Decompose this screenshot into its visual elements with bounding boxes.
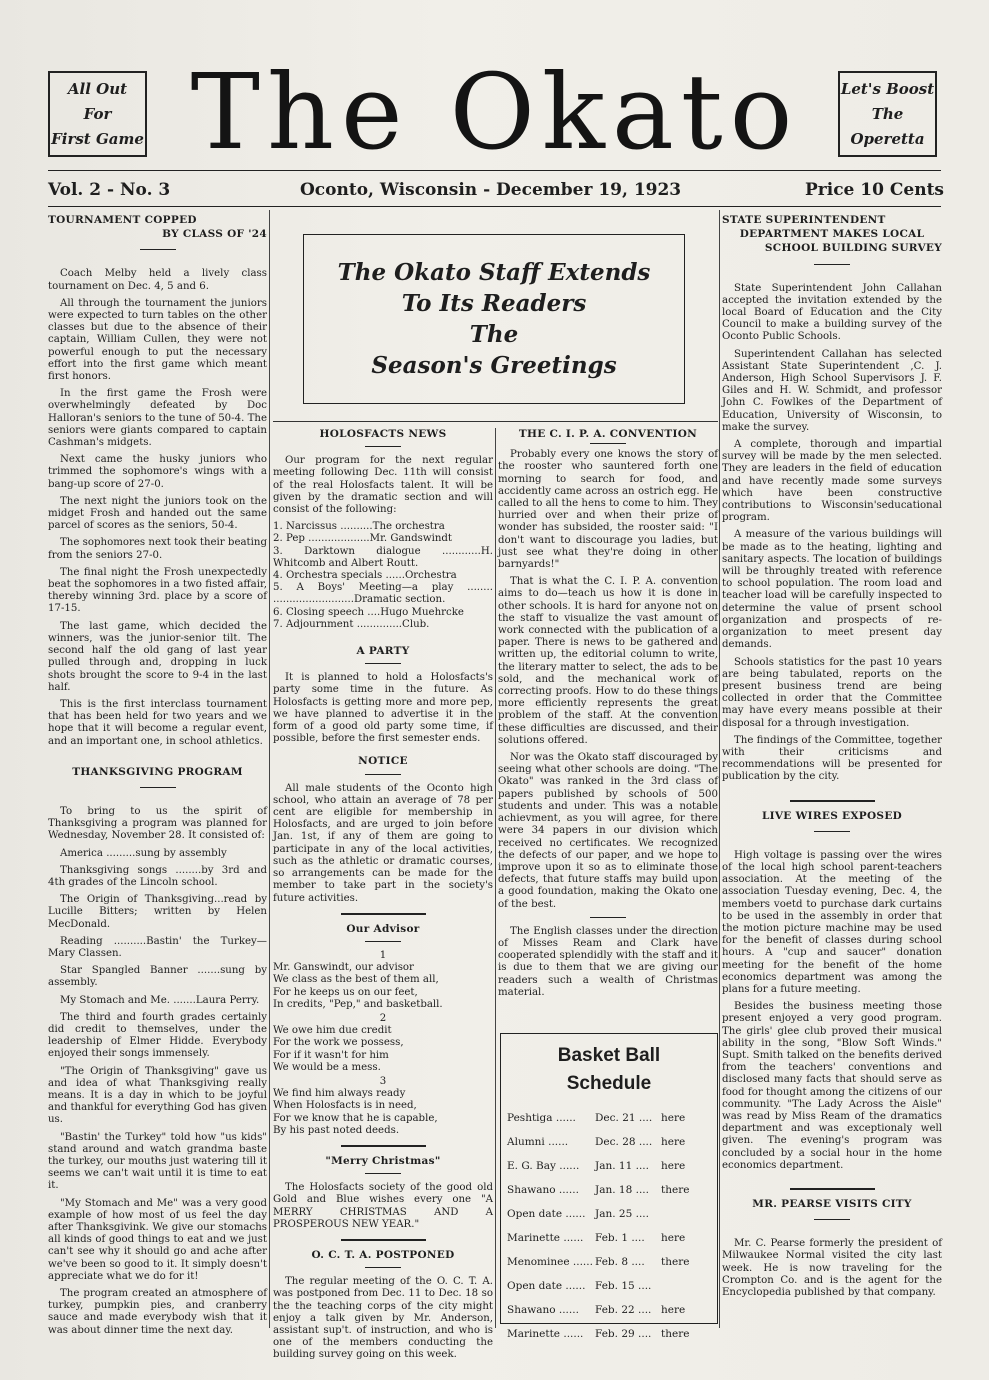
article-paragraph: State Superintendent John Callahan accepted the invitation extended by the local Board of Education and the City Council to make a building survey of the Oconto Public Schools. (722, 282, 942, 343)
headline-divider (814, 264, 850, 265)
article-paragraph: Schools statistics for the past 10 years are being tabulated, reports on the present business trend are being collected in order that the Committee may have every means possible at their disposal for a through investigation. (722, 656, 942, 729)
poem-line: For he keeps us on our feet, (273, 986, 418, 998)
schedule-row (507, 1154, 711, 1178)
schedule-team: E. G. Bay ...... (507, 1160, 580, 1172)
stanza-number: 2 (379, 1012, 387, 1024)
headline-divider (365, 663, 401, 664)
schedule-team: Shawano ...... (507, 1304, 579, 1316)
right-ear-line-2: The (871, 104, 904, 123)
right-ear-line-1: Let's Boost (840, 79, 935, 98)
article-paragraph: The third and fourth grades certainly did credit to themselves, under the leadership of Elmer Hidde. Everybody enjoyed their songs immensely. (48, 1011, 267, 1060)
poem-line: We class as the best of them all, (273, 974, 439, 986)
schedule-date: Feb. 15 .... (595, 1280, 652, 1292)
schedule-date: Jan. 25 .... (595, 1208, 649, 1220)
poem-line: We find him always ready (273, 1088, 406, 1100)
tournament-headline-1: TOURNAMENT COPPED (48, 214, 197, 226)
schedule-team: Shawano ...... (507, 1184, 579, 1196)
poem-stanza (273, 1088, 493, 1137)
article-paragraph: Mr. C. Pearse formerly the president of Milwaukee Normal visited the city last week. He is now traveling for the Crompton Co. and is the agent for the Encyclopedia published by that company. (722, 1238, 942, 1299)
schedule-team: Alumni ...... (507, 1136, 569, 1148)
dateline: Oconto, Wisconsin - December 19, 1923 (300, 180, 682, 200)
program-item: America .........sung by assembly (60, 847, 227, 859)
schedule-row (507, 1130, 711, 1154)
section-divider (341, 1239, 426, 1241)
notice-headline: NOTICE (358, 755, 408, 768)
article-paragraph: Our program for the next regular meeting following Dec. 11th will consist of the real Holosfacts talent. It will be given by the dramatic section and will consist of the following: (273, 455, 493, 516)
article-paragraph: Superintendent Callahan has selected Assistant State Superintendent ,C. J. Anderson, High School Supervisors J. F. Giles and H. W. Schmidt, and professor John C. Fowlkes of the Department of Education, University of Wisconsin, to make the survey. (722, 348, 942, 433)
article-paragraph: Coach Melby held a lively class tournament on Dec. 4, 5 and 6. (48, 268, 267, 292)
program-item: 7. Adjournment ..............Club. (273, 618, 430, 630)
article-paragraph: Besides the business meeting those present enjoyed a very good program. The girls' glee club proved their musical ability in the song, "Blow Soft Winds." Supt. Smith talked on the benefits derived from the teachers' conventions and disclosed many facts that should serve as food for thought among the citizens of our community. "The Lady Across the Aisle" was read by Miss Ream of the dramatics department and was exceptionaly well given. The evening's program was concluded by a social hour in the home economics department. (722, 1001, 942, 1171)
article-paragraph: "Bastin' the Turkey" told how "us kids" stand around and watch grandma baste the turkey, our mouths just watering till it seems we can't wait until it is time to eat it. (48, 1131, 267, 1192)
tournament-headline-2: BY CLASS OF '24 (162, 228, 267, 241)
survey-headline-3: SCHOOL BUILDING SURVEY (764, 242, 942, 255)
program-item: 2. Pep ...................Mr. Gandswindt (273, 533, 453, 545)
schedule-team: Marinette ...... (507, 1328, 584, 1340)
schedule-loc (661, 1202, 711, 1226)
masthead-rule-bottom (48, 206, 941, 207)
poem-line: We owe him due credit (273, 1025, 392, 1037)
article-paragraph: "The Origin of Thanksgiving" gave us and idea of what Thanksgiving really means. It is a day in which to be joyful and thankful for everything God has given us. (48, 1065, 267, 1126)
schedule-loc: here (661, 1304, 686, 1316)
headline-divider (365, 1267, 401, 1268)
program-item: 1. Narcissus ..........The orchestra (273, 521, 445, 533)
schedule-loc: here (661, 1160, 686, 1172)
column-4 (722, 214, 942, 1322)
article-paragraph: The program created an atmosphere of turkey, pumpkin pies, and cranberry sauce and made everybody wish that it was about dinner time the next day. (48, 1288, 267, 1336)
merry-christmas-headline: "Merry Christmas" (325, 1154, 441, 1167)
article-paragraph: This is the first interclass tournament that has been held for two years and we hope that it will become a regular event, and an important one, in school athletics. (48, 698, 267, 747)
article-paragraph: All male students of the Oconto high school, who attain an average of 78 per cent are eligible for membership in Holosfacts, and are urged to join before Jan. 1st, if any of them are going to participate in any of the local activities, such as the athletic or dramatic courses, so arrangements can be made for the member to take part in the society's future activities. (273, 782, 493, 904)
seasons-greetings-box (303, 234, 685, 404)
schedule-row (507, 1226, 711, 1250)
headline-divider (590, 443, 626, 444)
schedule-table (507, 1106, 711, 1346)
poem-stanza (273, 962, 493, 1011)
schedule-team: Peshtiga ...... (507, 1112, 576, 1124)
greeting-line-1: The Okato Staff Extends (337, 259, 651, 286)
column-1 (48, 214, 267, 1336)
program-item: Star Spangled Banner .......sung by assembly. (48, 965, 267, 989)
schedule-date: Jan. 11 .... (595, 1160, 649, 1172)
article-paragraph: The final night the Frosh unexpectedly beat the sophomores in a two fisted affair, thereby winning 3rd. place by a score of 17-15. (48, 566, 267, 615)
octa-headline: O. C. T. A. POSTPONED (311, 1248, 455, 1261)
schedule-row (507, 1274, 711, 1298)
program-item: 6. Closing speech ....Hugo Muehrcke (273, 606, 464, 618)
headline-divider (365, 774, 401, 775)
schedule-row (507, 1322, 711, 1346)
cipa-headline: THE C. I. P. A. CONVENTION (518, 428, 698, 440)
basketball-schedule-box (500, 1033, 718, 1340)
schedule-loc (661, 1274, 711, 1298)
article-paragraph: The regular meeting of the O. C. T. A. was postponed from Dec. 11 to Dec. 18 so the the teaching corps of the city might enjoy a talk given by Mr. Anderson, assistant sup't. of instruction, and who is one of the members conducting the building survey going on this week. (273, 1276, 493, 1361)
program-item: Thanksgiving songs ........by 3rd and 4th grades of the Lincoln school. (48, 864, 267, 888)
schedule-team: Open date ...... (507, 1208, 586, 1220)
headline-divider (140, 787, 176, 788)
schedule-date: Feb. 8 .... (595, 1256, 645, 1268)
survey-headline-2: DEPARTMENT MAKES LOCAL (739, 228, 925, 241)
article-paragraph: The Holosfacts society of the good old Gold and Blue wishes every one "A MERRY CHRISTMAS AND A PROSPEROUS NEW YEAR." (273, 1182, 493, 1230)
article-paragraph: Probably every one knows the story of the rooster who sauntered forth one morning to search for food, and accidently came across an ostrich egg. He called to all the hens to come to him. They hurried over and when their prize of wonder has subsided, the rooster said: "I don't want to discourage you ladies, but just see what they're doing in other barnyards!" (498, 449, 718, 571)
schedule-row (507, 1178, 711, 1202)
schedule-date: Feb. 29 .... (595, 1328, 652, 1340)
article-paragraph: That is what the C. I. P. A. convention aims to do—teach us how it is done in other schools. It is hard for anyone not on the staff to visualize the vast amount of work connected with the publication of a paper. There is news to be gathered and written up, the editorial column to write, the literary matter to select, the ads to be sold, and the mechanical work of correcting proofs. How to do these things more efficiently represents the great problem of the staff. At the convention these difficulties are discussed, and their solutions offered. (498, 576, 718, 746)
advisor-headline: Our Advisor (346, 922, 420, 935)
volume-number: Vol. 2 - No. 3 (48, 180, 171, 200)
schedule-date: Jan. 18 .... (595, 1184, 649, 1196)
poem-stanza (273, 1025, 493, 1074)
schedule-title (507, 1042, 711, 1098)
program-item: 4. Orchestra specials ......Orchestra (273, 570, 457, 582)
left-ear-box (48, 71, 147, 157)
headline-divider (365, 1173, 401, 1174)
section-divider (790, 800, 875, 802)
article-paragraph: The sophomores next took their beating from the seniors 27-0. (48, 537, 267, 561)
program-item: The Origin of Thanksgiving...read by Lucille Bitters; written by Helen MecDonald. (48, 894, 267, 930)
article-paragraph: All through the tournament the juniors were expected to turn tables on the other classes but due to the absence of their captain, William Cullen, they were not powerful enough to put the necessary effort into the first game which meant first honors. (48, 297, 267, 383)
survey-headline-1: STATE SUPERINTENDENT (722, 214, 886, 226)
schedule-loc: here (661, 1136, 686, 1148)
article-paragraph: In the first game the Frosh were overwhelmingly defeated by Doc Halloran's seniors to the tune of 50-4. The seniors were giants compared to captain Cashman's midgets. (48, 388, 267, 449)
article-paragraph: A measure of the various buildings will be made as to the heating, lighting and sanitary aspects. The location of buildings will be throughly treated with reference to school population. The room load and teacher load will be carefully inspected to determine the value of prsent school organization and prospects of re-organization to meet present day demands. (722, 529, 942, 651)
schedule-date: Feb. 22 .... (595, 1304, 652, 1316)
program-item: 5. A Boys' Meeting—a play ........ .........................Dramatic section. (273, 582, 493, 606)
left-ear-line-1: All Out (67, 79, 128, 98)
right-ear-line-3: Operetta (850, 129, 925, 148)
article-paragraph: It is planned to hold a Holosfacts's party some time in the future. As Holosfacts is getting more and more pep, we have planned to advertise it in the form of a good old party some time, if possible, before the first semester ends. (273, 672, 493, 745)
column-rule-1 (269, 210, 270, 1328)
article-paragraph: The next night the juniors took on the midget Frosh and handed out the same parcel of scores as the seniors, 50-4. (48, 495, 267, 532)
schedule-loc: here (661, 1112, 686, 1124)
greeting-line-4: Season's Greetings (371, 352, 617, 379)
pearse-headline: MR. PEARSE VISITS CITY (752, 1198, 912, 1211)
headline-divider (365, 446, 401, 447)
schedule-team: Open date ...... (507, 1280, 586, 1292)
schedule-row (507, 1202, 711, 1226)
column-2 (273, 428, 493, 1361)
column-3 (498, 428, 718, 998)
poem-line: For if it wasn't for him (273, 1049, 389, 1061)
article-paragraph: A complete, thorough and impartial survey will be made by the men selected. They are leaders in the field of education and have recently made some surveys which have been constructive contributions to Wisconsin'seducational program. (722, 439, 942, 524)
greeting-divider (273, 421, 718, 422)
left-ear-line-3: First Game (51, 129, 144, 148)
masthead-rule-top (48, 170, 941, 171)
headline-divider (140, 249, 176, 250)
poem-line: For the work we possess, (273, 1037, 404, 1049)
thanksgiving-headline: THANKSGIVING PROGRAM (72, 765, 243, 778)
headline-divider (365, 941, 401, 942)
schedule-loc: there (661, 1328, 690, 1340)
schedule-loc: here (661, 1232, 686, 1244)
article-paragraph: The last game, which decided the winners, was the junior-senior tilt. The second half the old gang of last year pulled through and, dropping in luck shots brought the score to 9-4 in the last half. (48, 620, 267, 693)
headline-divider (814, 831, 850, 832)
schedule-row (507, 1106, 711, 1130)
section-divider (341, 913, 426, 915)
program-item: My Stomach and Me. .......Laura Perry. (60, 994, 260, 1006)
article-paragraph: "My Stomach and Me" was a very good example of how most of us feel the day after Thanksgivink. We give our stomachs all kinds of good things to eat and we just can't see why it should go and ache after we've been so good to it. It simply doesn't appreciate what we do for it! (48, 1197, 267, 1282)
section-divider (790, 1188, 875, 1190)
section-divider (341, 1145, 426, 1147)
schedule-title-line-2: Schedule (566, 1073, 652, 1094)
schedule-team: Marinette ...... (507, 1232, 584, 1244)
greeting-line-3: The (469, 321, 519, 348)
schedule-loc: there (661, 1184, 690, 1196)
poem-line: For we know that he is capable, (273, 1112, 438, 1124)
left-ear-line-2: For (83, 104, 112, 123)
newspaper-title: The Okato (190, 51, 800, 173)
schedule-team: Menominee ...... (507, 1256, 593, 1268)
program-item: Reading ..........Bastin' the Turkey—Mary Classen. (48, 935, 267, 959)
stanza-number: 1 (379, 949, 387, 961)
program-item: 3. Darktown dialogue ............H. Whitcomb and Albert Routt. (273, 545, 493, 569)
poem-line: In credits, "Pep," and basketball. (273, 998, 443, 1010)
poem-line: We would be a mess. (273, 1061, 381, 1073)
holosfacts-headline: HOLOSFACTS NEWS (319, 428, 447, 440)
poem-line: When Holosfacts is in need, (273, 1100, 417, 1112)
schedule-row (507, 1298, 711, 1322)
right-ear-box (838, 71, 937, 157)
stanza-number: 3 (379, 1075, 387, 1087)
article-paragraph: The English classes under the direction of Misses Ream and Clark have cooperated splendidly with the staff and it is due to them that we are giving our readers such a wealth of Christmas material. (498, 925, 718, 998)
article-paragraph: To bring to us the spirit of Thanksgiving a program was planned for Wednesday, November 28. It consisted of: (48, 805, 267, 842)
article-paragraph: The findings of the Committee, together with their criticisms and recommendations will be presented for publication by the city. (722, 734, 942, 783)
poem-line: Mr. Ganswindt, our advisor (273, 962, 414, 974)
schedule-date: Dec. 28 .... (595, 1136, 653, 1148)
price: Price 10 Cents (805, 180, 944, 200)
section-divider (590, 917, 626, 918)
schedule-title-line-1: Basket Ball (557, 1045, 661, 1066)
poem-line: By his past noted deeds. (273, 1124, 400, 1136)
article-paragraph: High voltage is passing over the wires of the local high school parent-teachers association. At the meeting of the association Tuesday evening, Dec. 4, the members voetd to purchase dark curtains to be used in the assembly in order that the motion picture machine may be used for the benefit of classes during school hours. A "cup and saucer" donation meeting for the benefit of the home economics department was among the plans for a future meeting. (722, 849, 942, 995)
party-headline: A PARTY (356, 645, 410, 658)
article-paragraph: Next came the husky juniors who trimmed the sophomore's wings with a bang-up score of 27-0. (48, 454, 267, 490)
schedule-date: Feb. 1 .... (595, 1232, 645, 1244)
schedule-loc: there (661, 1256, 690, 1268)
greeting-line-2: To Its Readers (401, 290, 587, 317)
schedule-row (507, 1250, 711, 1274)
headline-divider (814, 1219, 850, 1220)
live-wires-headline: LIVE WIRES EXPOSED (761, 809, 903, 822)
schedule-date: Dec. 21 .... (595, 1112, 653, 1124)
column-rule-3 (719, 210, 720, 1328)
column-rule-2 (495, 428, 496, 1328)
article-paragraph: Nor was the Okato staff discouraged by seeing what other schools are doing. "The Okato" was ranked in the 3rd class of papers published by schools of 500 students and under. This was a notable achievment, as you will agree, for there were 34 papers in our division which received no certificates. We recognized the defects of our paper, and we hope to improve upon it so as to eliminate those defects, that future staffs may build upon a good foundation, making the Okato one of the best. (498, 752, 718, 910)
